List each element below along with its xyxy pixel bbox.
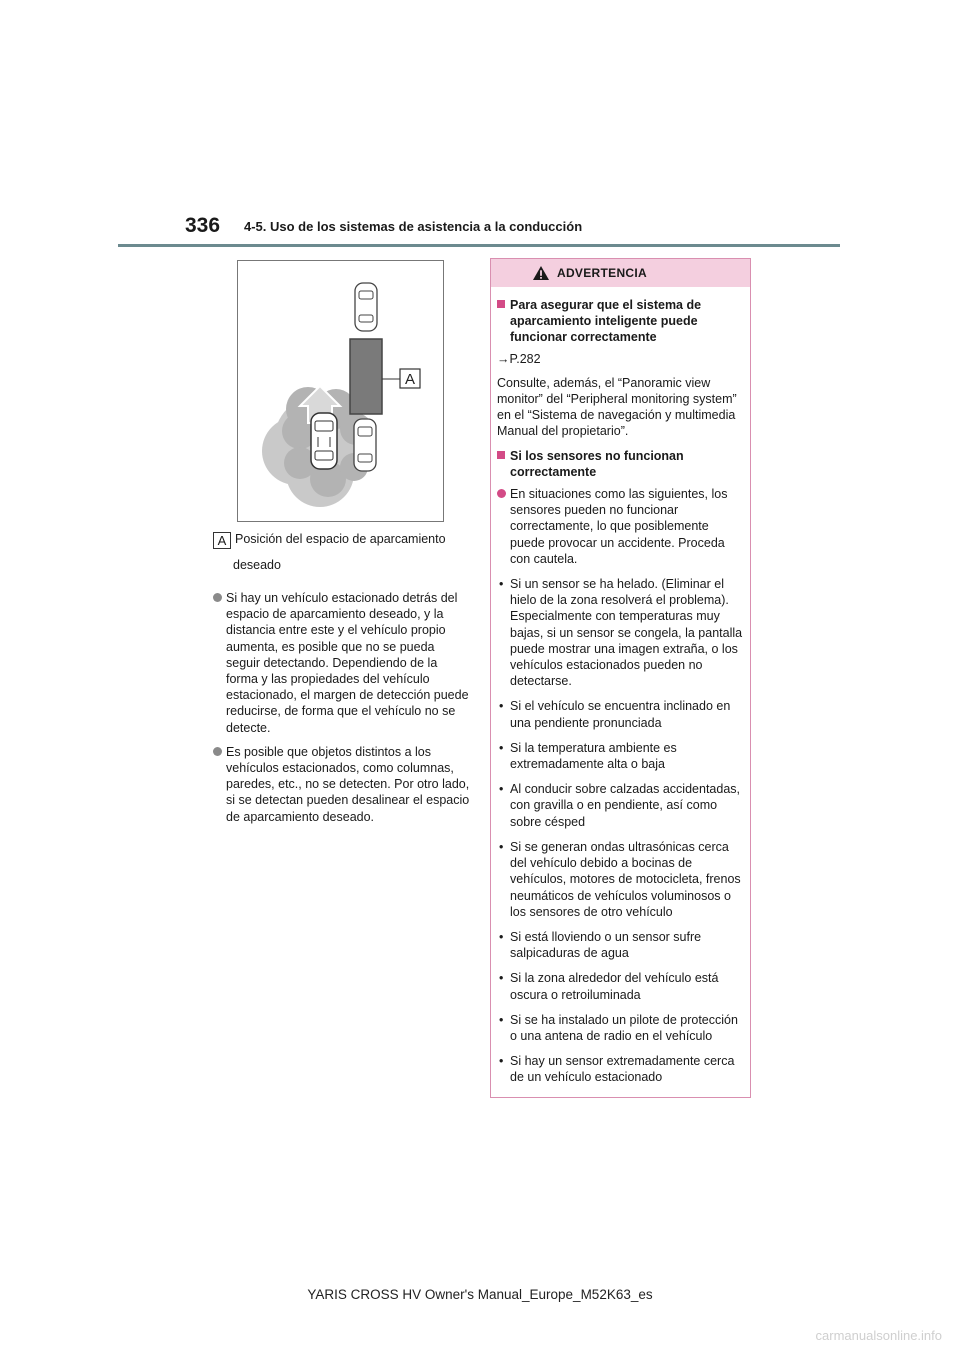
list-marker: • xyxy=(499,839,504,854)
watermark: carmanualsonline.info xyxy=(815,1328,942,1343)
parking-space-illustration xyxy=(237,260,444,522)
list-item xyxy=(497,839,744,920)
list-item-text: Si la zona alrededor del vehículo está oscura o retroiluminada xyxy=(510,971,719,1002)
page-number: 336 xyxy=(185,214,221,237)
warning-header xyxy=(491,259,750,287)
warning-paragraph: Consulte, además, el “Panoramic view monitor” del “Peripheral monitoring system” en el “Sistema de navegación y multimedia Manual del propietario”. xyxy=(497,375,737,439)
warning-box xyxy=(490,258,751,1098)
list-item-text: Si hay un vehículo estacionado detrás del espacio de aparcamiento deseado, y la distancia entre este y el vehículo propio aumenta, es posible que no se pueda seguir detectando. Dependiendo de la forma y las propiedades del vehículo estacionado, el margen de detección puede reducirse, de forma que el vehículo no se detecte. xyxy=(226,591,469,735)
bullet-dot-icon xyxy=(497,489,506,498)
warning-body xyxy=(491,287,750,1086)
warning-section-heading xyxy=(497,297,744,346)
caption-line-1: Posición del espacio de aparcamiento xyxy=(235,532,446,546)
list-item xyxy=(213,590,471,736)
warning-triangle-icon xyxy=(533,266,549,280)
header-divider xyxy=(118,244,840,247)
figure-caption xyxy=(213,531,468,574)
list-item-text: Si un sensor se ha helado. (Eliminar el hielo de la zona resolverá el problema). Especialmente con temperaturas muy bajas, si un sensor se congela, la pantalla puede mostrar una imagen extraña, o los vehículos estacionados pueden no detectarse. xyxy=(510,577,743,689)
list-item xyxy=(497,781,744,830)
list-marker: • xyxy=(499,1054,504,1069)
section-title: 4-5. Uso de los sistemas de asistencia a la conducción xyxy=(244,219,583,234)
bullet-dot-icon xyxy=(213,593,222,602)
list-marker: • xyxy=(499,740,504,755)
list-item xyxy=(497,740,744,772)
parking-diagram-svg xyxy=(238,261,443,521)
list-item-text: Si se generan ondas ultrasónicas cerca del vehículo debido a bocinas de vehículos, motores de motocicleta, frenos neumáticos de vehículos voluminosos o los sensores de otro vehículo xyxy=(510,839,741,919)
list-marker: • xyxy=(499,782,504,797)
parked-car-front-icon xyxy=(355,283,377,331)
list-marker: • xyxy=(499,577,504,592)
warning-section-heading xyxy=(497,448,744,480)
section-heading-text: Si los sensores no funcionan correctamente xyxy=(510,448,684,479)
list-item-text: Es posible que objetos distintos a los vehículos estacionados, como columnas, paredes, etc., no se detecten. Por otro lado, si se detectan pueden desalinear el espacio de aparcamiento deseado. xyxy=(226,744,470,824)
list-item-text: Al conducir sobre calzadas accidentadas, con gravilla o en pendiente, así como sobre césped xyxy=(510,782,740,829)
square-bullet-icon xyxy=(497,451,505,459)
list-item xyxy=(497,1053,744,1085)
caption-line-2: deseado xyxy=(233,558,281,572)
list-marker: • xyxy=(499,929,504,944)
section-heading-text: Para asegurar que el sistema de aparcamiento inteligente puede funcionar correctamente xyxy=(510,298,702,345)
warning-intro xyxy=(497,486,744,567)
bullet-dot-icon xyxy=(213,747,222,756)
page-reference: →P.282 xyxy=(497,351,541,366)
list-marker: • xyxy=(499,1012,504,1027)
list-item-text: Si el vehículo se encuentra inclinado en una pendiente pronunciada xyxy=(510,699,731,730)
list-item xyxy=(497,929,744,961)
caption-label-badge: A xyxy=(213,532,231,549)
intro-text: En situaciones como las siguientes, los sensores pueden no funcionar correctamente, lo que posiblemente puede provocar un accidente. Proceda con cautela. xyxy=(510,487,728,566)
parked-car-rear-icon xyxy=(354,419,376,471)
square-bullet-icon xyxy=(497,300,505,308)
list-item xyxy=(497,1012,744,1044)
list-item-text: Si hay un sensor extremadamente cerca de un vehículo estacionado xyxy=(510,1054,735,1085)
warning-title: ADVERTENCIA xyxy=(557,266,647,280)
list-item-text: Si se ha instalado un pilote de protección o una antena de radio en el vehículo xyxy=(510,1012,738,1043)
list-item-text: Si la temperatura ambiente es extremadamente alta o baja xyxy=(510,740,677,772)
list-item xyxy=(497,698,744,730)
list-item xyxy=(497,970,744,1002)
list-item-text: Si está lloviendo o un sensor sufre salpicaduras de agua xyxy=(510,929,702,961)
target-space-marker xyxy=(350,339,382,414)
list-marker: • xyxy=(499,971,504,986)
label-a-text: A xyxy=(404,371,416,388)
list-marker: • xyxy=(499,699,504,714)
list-item xyxy=(213,744,471,825)
own-vehicle-icon xyxy=(311,413,337,469)
list-item xyxy=(497,576,744,689)
left-bullet-list xyxy=(213,590,471,833)
page-footer: YARIS CROSS HV Owner's Manual_Europe_M52K63_es xyxy=(307,1287,653,1302)
